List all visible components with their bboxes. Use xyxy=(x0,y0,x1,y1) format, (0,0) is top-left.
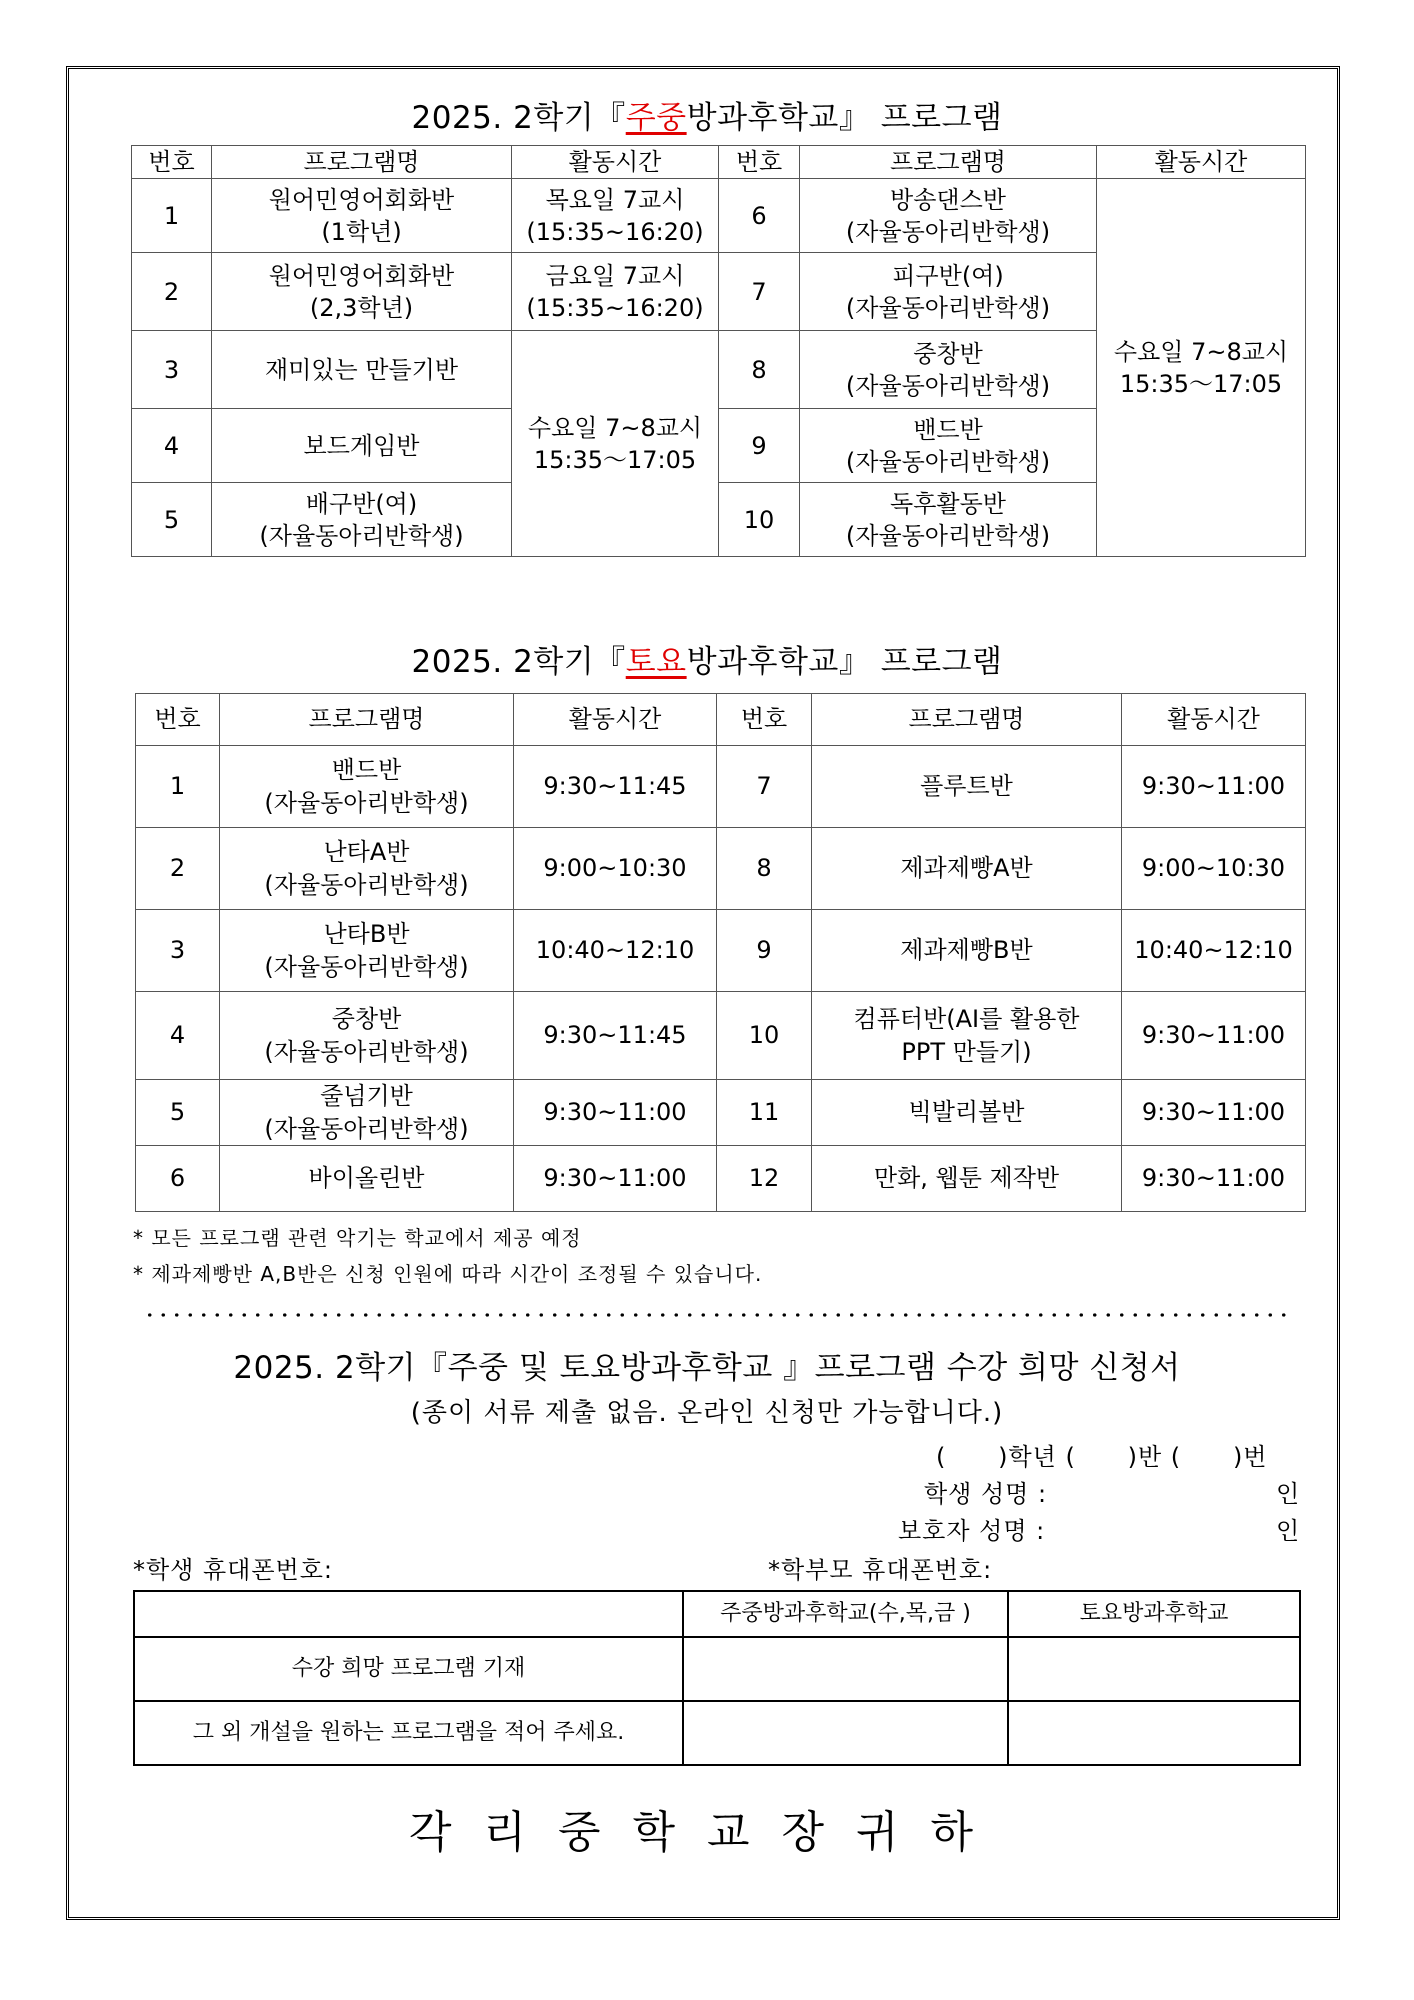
activity-time-shared: 수요일 7~8교시 15:35～17:05 xyxy=(1097,179,1306,557)
guardian-seal: 인 xyxy=(1276,1517,1301,1545)
activity-time: 9:30~11:45 xyxy=(514,992,717,1080)
program-name: 만화, 웹툰 제작반 xyxy=(812,1146,1122,1212)
table-row xyxy=(136,1146,1306,1212)
guardian-name-label: 보호자 성명 : xyxy=(898,1517,1046,1545)
application-subtitle: (종이 서류 제출 없음. 온라인 신청만 가능합니다.) xyxy=(410,1398,1004,1428)
program-number: 10 xyxy=(719,483,800,557)
header-cell xyxy=(134,1591,683,1637)
header-cell: 번호 xyxy=(719,146,800,179)
header-cell: 활동시간 xyxy=(514,694,717,746)
table-row xyxy=(136,910,1306,992)
grade-class-number-line: ( )학년 ( )반 ( )번 xyxy=(936,1443,1268,1471)
activity-time-shared: 수요일 7~8교시 15:35～17:05 xyxy=(512,331,719,557)
header-cell: 번호 xyxy=(132,146,212,179)
form-row-label: 수강 희망 프로그램 기재 xyxy=(134,1637,683,1701)
closing-addressee: 각리중학교장귀하 xyxy=(408,1807,1006,1858)
weekday-title: 2025. 2학기『주중방과후학교』 프로그램 xyxy=(411,100,1003,136)
program-number: 5 xyxy=(136,1080,220,1146)
program-number: 11 xyxy=(717,1080,812,1146)
header-cell: 프로그램명 xyxy=(800,146,1097,179)
table-row xyxy=(132,179,1306,253)
activity-time: 9:30~11:00 xyxy=(514,1080,717,1146)
student-phone-label: *학생 휴대폰번호: xyxy=(133,1556,334,1584)
program-number: 6 xyxy=(719,179,800,253)
table-header-row xyxy=(136,694,1306,746)
program-name: 플루트반 xyxy=(812,746,1122,828)
header-cell: 프로그램명 xyxy=(220,694,514,746)
program-number: 7 xyxy=(717,746,812,828)
header-cell: 번호 xyxy=(717,694,812,746)
program-name: 배구반(여) (자율동아리반학생) xyxy=(212,483,512,557)
program-name: 원어민영어회화반 (2,3학년) xyxy=(212,253,512,331)
saturday-program-entry[interactable] xyxy=(1008,1637,1300,1701)
table-row xyxy=(134,1701,1300,1765)
application-form-table xyxy=(133,1590,1301,1766)
program-number: 3 xyxy=(132,331,212,409)
weekday-title-highlight: 주중 xyxy=(625,100,687,136)
activity-time: 9:30~11:00 xyxy=(1122,746,1306,828)
program-name: 원어민영어회화반 (1학년) xyxy=(212,179,512,253)
table-header-row xyxy=(134,1591,1300,1637)
program-name: 줄넘기반 (자율동아리반학생) xyxy=(220,1080,514,1146)
activity-time: 10:40~12:10 xyxy=(1122,910,1306,992)
program-number: 10 xyxy=(717,992,812,1080)
weekday-request-entry[interactable] xyxy=(683,1701,1008,1765)
weekday-program-table xyxy=(131,145,1306,557)
program-name: 중창반 (자율동아리반학생) xyxy=(220,992,514,1080)
program-number: 5 xyxy=(132,483,212,557)
program-name: 난타B반 (자율동아리반학생) xyxy=(220,910,514,992)
program-number: 9 xyxy=(717,910,812,992)
activity-time: 9:00~10:30 xyxy=(514,828,717,910)
weekday-program-entry[interactable] xyxy=(683,1637,1008,1701)
program-number: 2 xyxy=(136,828,220,910)
activity-time: 9:30~11:00 xyxy=(1122,1146,1306,1212)
student-seal: 인 xyxy=(1276,1480,1301,1508)
header-cell: 활동시간 xyxy=(1097,146,1306,179)
note-instruments: * 모든 프로그램 관련 악기는 학교에서 제공 예정 xyxy=(133,1226,582,1250)
program-number: 1 xyxy=(136,746,220,828)
activity-time: 9:30~11:00 xyxy=(1122,1080,1306,1146)
activity-time: 9:30~11:00 xyxy=(514,1146,717,1212)
program-number: 8 xyxy=(719,331,800,409)
program-name: 방송댄스반 (자율동아리반학생) xyxy=(800,179,1097,253)
program-name: 피구반(여) (자율동아리반학생) xyxy=(800,253,1097,331)
header-cell: 프로그램명 xyxy=(812,694,1122,746)
program-name: 제과제빵B반 xyxy=(812,910,1122,992)
header-cell: 토요방과후학교 xyxy=(1008,1591,1300,1637)
student-name-label: 학생 성명 : xyxy=(924,1480,1048,1508)
note-baking-schedule: * 제과제빵반 A,B반은 신청 인원에 따라 시간이 조정될 수 있습니다. xyxy=(133,1262,763,1286)
saturday-program-table xyxy=(135,693,1306,1212)
program-number: 4 xyxy=(136,992,220,1080)
program-number: 1 xyxy=(132,179,212,253)
program-number: 8 xyxy=(717,828,812,910)
header-cell: 활동시간 xyxy=(512,146,719,179)
table-header-row xyxy=(132,146,1306,179)
activity-time: 금요일 7교시 (15:35~16:20) xyxy=(512,253,719,331)
program-name: 밴드반 (자율동아리반학생) xyxy=(800,409,1097,483)
activity-time: 10:40~12:10 xyxy=(514,910,717,992)
program-name: 난타A반 (자율동아리반학생) xyxy=(220,828,514,910)
header-cell: 번호 xyxy=(136,694,220,746)
saturday-title: 2025. 2학기『토요방과후학교』 프로그램 xyxy=(411,644,1003,680)
program-number: 7 xyxy=(719,253,800,331)
activity-time: 9:30~11:45 xyxy=(514,746,717,828)
program-name: 빅발리볼반 xyxy=(812,1080,1122,1146)
program-name: 중창반 (자율동아리반학생) xyxy=(800,331,1097,409)
activity-time: 9:30~11:00 xyxy=(1122,992,1306,1080)
program-number: 4 xyxy=(132,409,212,483)
header-cell: 프로그램명 xyxy=(212,146,512,179)
program-name: 보드게임반 xyxy=(212,409,512,483)
program-number: 6 xyxy=(136,1146,220,1212)
application-title: 2025. 2학기『주중 및 토요방과후학교 』프로그램 수강 희망 신청서 xyxy=(233,1350,1181,1386)
program-number: 2 xyxy=(132,253,212,331)
program-name: 밴드반 (자율동아리반학생) xyxy=(220,746,514,828)
form-row-label: 그 외 개설을 원하는 프로그램을 적어 주세요. xyxy=(134,1701,683,1765)
program-name: 제과제빵A반 xyxy=(812,828,1122,910)
table-row xyxy=(136,1080,1306,1146)
program-name: 컴퓨터반(AI를 활용한 PPT 만들기) xyxy=(812,992,1122,1080)
program-number: 12 xyxy=(717,1146,812,1212)
program-name: 독후활동반 (자율동아리반학생) xyxy=(800,483,1097,557)
header-cell: 주중방과후학교(수,목,금 ) xyxy=(683,1591,1008,1637)
table-row xyxy=(136,992,1306,1080)
dotted-separator xyxy=(143,1312,1293,1318)
program-number: 3 xyxy=(136,910,220,992)
table-row xyxy=(136,828,1306,910)
activity-time: 9:00~10:30 xyxy=(1122,828,1306,910)
program-name: 재미있는 만들기반 xyxy=(212,331,512,409)
saturday-title-highlight: 토요 xyxy=(625,644,687,680)
program-number: 9 xyxy=(719,409,800,483)
parent-phone-label: *학부모 휴대폰번호: xyxy=(768,1556,993,1584)
saturday-request-entry[interactable] xyxy=(1008,1701,1300,1765)
program-name: 바이올린반 xyxy=(220,1146,514,1212)
table-row xyxy=(134,1637,1300,1701)
activity-time: 목요일 7교시 (15:35~16:20) xyxy=(512,179,719,253)
table-row xyxy=(136,746,1306,828)
header-cell: 활동시간 xyxy=(1122,694,1306,746)
